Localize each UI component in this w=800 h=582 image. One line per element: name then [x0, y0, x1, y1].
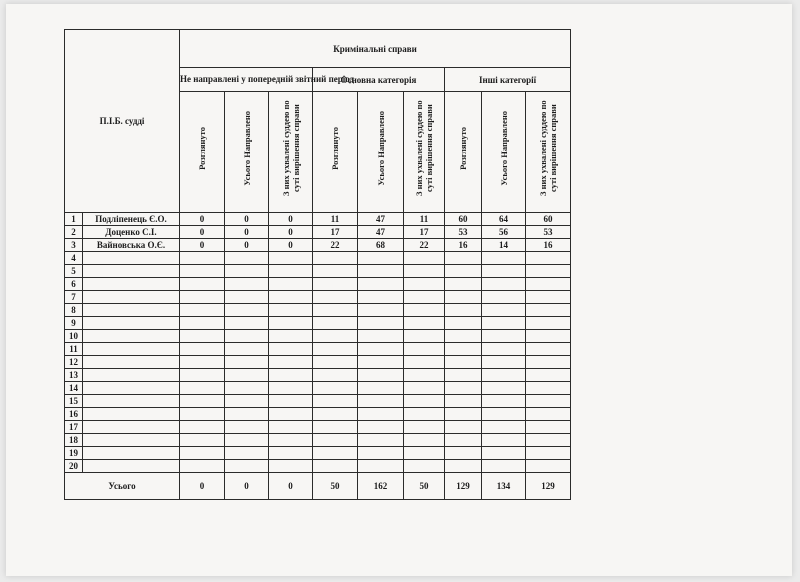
row-number: 3	[65, 239, 83, 252]
row-number: 16	[65, 408, 83, 421]
value-cell	[180, 421, 225, 434]
table-row	[65, 278, 571, 291]
value-cell: 68	[358, 239, 404, 252]
value-cell	[526, 265, 571, 278]
value-cell	[358, 460, 404, 473]
value-cell	[445, 343, 482, 356]
value-cell	[404, 395, 445, 408]
row-number: 2	[65, 226, 83, 239]
value-cell: 17	[404, 226, 445, 239]
value-cell	[404, 252, 445, 265]
group-header-criminal-cases: Кримінальні справи	[180, 30, 571, 68]
value-cell	[482, 304, 526, 317]
total-value-cell: 129	[445, 473, 482, 500]
value-cell	[404, 291, 445, 304]
value-cell	[225, 343, 269, 356]
value-cell	[180, 291, 225, 304]
value-cell	[269, 265, 313, 278]
scanned-sheet	[6, 4, 792, 576]
value-cell	[358, 382, 404, 395]
total-label: Усього	[65, 473, 180, 500]
value-cell	[180, 447, 225, 460]
row-number: 11	[65, 343, 83, 356]
total-value-cell: 0	[269, 473, 313, 500]
value-cell	[526, 382, 571, 395]
value-cell	[180, 278, 225, 291]
judge-name	[83, 265, 180, 278]
column-header-label: Усього Направлено	[241, 110, 252, 186]
value-cell	[358, 434, 404, 447]
judge-name	[83, 252, 180, 265]
value-cell	[358, 252, 404, 265]
judge-name	[83, 395, 180, 408]
value-cell	[225, 356, 269, 369]
value-cell: 16	[445, 239, 482, 252]
table-row	[65, 304, 571, 317]
column-header-label: З них ухвалені суддею по суті вирішення справи	[280, 100, 301, 196]
table-row	[65, 252, 571, 265]
row-number: 5	[65, 265, 83, 278]
judge-name	[83, 369, 180, 382]
row-number: 18	[65, 434, 83, 447]
table-row	[65, 356, 571, 369]
value-cell	[225, 460, 269, 473]
value-cell	[526, 343, 571, 356]
column-header	[445, 92, 482, 213]
total-value-cell: 0	[225, 473, 269, 500]
value-cell	[313, 356, 358, 369]
table-row	[65, 239, 571, 252]
table-row	[65, 213, 571, 226]
value-cell	[269, 447, 313, 460]
value-cell	[404, 408, 445, 421]
value-cell	[269, 252, 313, 265]
value-cell	[180, 343, 225, 356]
column-header	[180, 92, 225, 213]
table-row	[65, 460, 571, 473]
judge-name	[83, 343, 180, 356]
table-row	[65, 447, 571, 460]
table-row	[65, 421, 571, 434]
value-cell	[225, 265, 269, 278]
value-cell	[482, 356, 526, 369]
value-cell	[313, 291, 358, 304]
value-cell	[526, 330, 571, 343]
value-cell	[526, 278, 571, 291]
value-cell: 22	[404, 239, 445, 252]
judge-name: Подліпенець Є.О.	[83, 213, 180, 226]
value-cell: 47	[358, 213, 404, 226]
value-cell	[526, 252, 571, 265]
value-cell: 0	[269, 226, 313, 239]
value-cell	[358, 330, 404, 343]
value-cell	[269, 434, 313, 447]
value-cell	[445, 291, 482, 304]
value-cell	[482, 447, 526, 460]
value-cell	[445, 265, 482, 278]
value-cell: 22	[313, 239, 358, 252]
value-cell	[404, 304, 445, 317]
total-value-cell: 50	[313, 473, 358, 500]
total-row	[65, 473, 571, 500]
value-cell	[358, 395, 404, 408]
value-cell	[269, 291, 313, 304]
value-cell: 0	[225, 239, 269, 252]
value-cell	[180, 460, 225, 473]
judges-statistics-table	[64, 29, 571, 500]
column-header-label: Усього Направлено	[498, 110, 509, 186]
value-cell: 56	[482, 226, 526, 239]
value-cell	[313, 265, 358, 278]
table-row	[65, 265, 571, 278]
value-cell	[269, 408, 313, 421]
total-value-cell: 134	[482, 473, 526, 500]
row-number: 20	[65, 460, 83, 473]
table-row	[65, 226, 571, 239]
value-cell	[526, 317, 571, 330]
value-cell	[269, 343, 313, 356]
judge-name	[83, 382, 180, 395]
value-cell: 0	[225, 226, 269, 239]
value-cell	[404, 369, 445, 382]
value-cell	[225, 408, 269, 421]
value-cell: 60	[526, 213, 571, 226]
value-cell	[225, 369, 269, 382]
value-cell	[526, 304, 571, 317]
value-cell	[404, 317, 445, 330]
value-cell	[313, 421, 358, 434]
table-row	[65, 434, 571, 447]
judge-name	[83, 460, 180, 473]
table-row	[65, 408, 571, 421]
value-cell	[180, 356, 225, 369]
subgroup-header-main-category: Основна категорія	[313, 68, 445, 92]
value-cell	[358, 265, 404, 278]
row-number: 15	[65, 395, 83, 408]
value-cell	[358, 356, 404, 369]
row-number: 19	[65, 447, 83, 460]
value-cell	[445, 317, 482, 330]
column-header	[313, 92, 358, 213]
value-cell: 53	[526, 226, 571, 239]
value-cell	[404, 434, 445, 447]
value-cell	[269, 317, 313, 330]
value-cell	[445, 369, 482, 382]
value-cell: 53	[445, 226, 482, 239]
column-header-label: З них ухвалені суддею по суті вирішення справи	[414, 100, 434, 196]
value-cell	[225, 447, 269, 460]
value-cell	[445, 330, 482, 343]
value-cell	[445, 252, 482, 265]
value-cell	[269, 421, 313, 434]
value-cell: 0	[225, 213, 269, 226]
judge-name: Доценко С.І.	[83, 226, 180, 239]
value-cell: 14	[482, 239, 526, 252]
value-cell	[358, 304, 404, 317]
value-cell: 60	[445, 213, 482, 226]
value-cell	[358, 291, 404, 304]
value-cell: 11	[404, 213, 445, 226]
value-cell	[445, 382, 482, 395]
value-cell: 0	[269, 239, 313, 252]
value-cell	[404, 382, 445, 395]
value-cell	[526, 291, 571, 304]
value-cell	[313, 278, 358, 291]
value-cell: 17	[313, 226, 358, 239]
judge-name	[83, 408, 180, 421]
value-cell	[313, 395, 358, 408]
value-cell	[482, 330, 526, 343]
value-cell	[482, 395, 526, 408]
value-cell	[225, 278, 269, 291]
value-cell	[482, 252, 526, 265]
value-cell	[482, 291, 526, 304]
value-cell	[313, 304, 358, 317]
value-cell	[180, 369, 225, 382]
subgroup-header-other-categories: Інші категорії	[445, 68, 571, 92]
row-number: 7	[65, 291, 83, 304]
judge-name	[83, 421, 180, 434]
value-cell	[180, 434, 225, 447]
total-value-cell: 50	[404, 473, 445, 500]
row-number: 4	[65, 252, 83, 265]
value-cell	[482, 369, 526, 382]
table-row	[65, 330, 571, 343]
value-cell	[225, 382, 269, 395]
value-cell	[225, 252, 269, 265]
column-header-label: З них ухвалені суддею по суті вирішення справи	[538, 100, 559, 196]
value-cell	[445, 356, 482, 369]
value-cell	[526, 408, 571, 421]
row-number: 9	[65, 317, 83, 330]
value-cell	[404, 421, 445, 434]
value-cell	[313, 460, 358, 473]
judge-name	[83, 317, 180, 330]
value-cell	[404, 343, 445, 356]
value-cell	[225, 304, 269, 317]
value-cell	[269, 278, 313, 291]
value-cell	[225, 421, 269, 434]
judge-name: Вайновська О.Є.	[83, 239, 180, 252]
value-cell	[445, 408, 482, 421]
value-cell	[482, 408, 526, 421]
value-cell	[313, 343, 358, 356]
value-cell	[269, 330, 313, 343]
value-cell	[404, 356, 445, 369]
column-header	[404, 92, 445, 213]
row-number: 8	[65, 304, 83, 317]
column-header-label: Усього Направлено	[375, 110, 386, 186]
name-header: П.І.Б. судді	[65, 30, 180, 213]
value-cell	[269, 356, 313, 369]
value-cell	[358, 369, 404, 382]
column-header	[269, 92, 313, 213]
value-cell	[269, 395, 313, 408]
value-cell	[313, 369, 358, 382]
value-cell	[358, 278, 404, 291]
value-cell	[445, 421, 482, 434]
value-cell: 11	[313, 213, 358, 226]
value-cell	[313, 434, 358, 447]
value-cell	[313, 252, 358, 265]
value-cell	[482, 382, 526, 395]
judge-name	[83, 330, 180, 343]
value-cell	[180, 252, 225, 265]
value-cell	[225, 330, 269, 343]
table-row	[65, 382, 571, 395]
value-cell	[482, 343, 526, 356]
judge-name	[83, 304, 180, 317]
value-cell	[445, 278, 482, 291]
value-cell: 0	[180, 213, 225, 226]
row-number: 10	[65, 330, 83, 343]
value-cell: 0	[269, 213, 313, 226]
column-header	[526, 92, 571, 213]
judge-name	[83, 356, 180, 369]
value-cell	[225, 291, 269, 304]
value-cell	[180, 304, 225, 317]
value-cell	[526, 369, 571, 382]
total-value-cell: 129	[526, 473, 571, 500]
value-cell	[313, 317, 358, 330]
value-cell	[404, 447, 445, 460]
judge-name	[83, 291, 180, 304]
value-cell	[445, 434, 482, 447]
value-cell	[180, 395, 225, 408]
value-cell	[269, 369, 313, 382]
value-cell	[482, 317, 526, 330]
column-header	[358, 92, 404, 213]
table-row	[65, 343, 571, 356]
row-number: 17	[65, 421, 83, 434]
table-row	[65, 317, 571, 330]
row-number: 14	[65, 382, 83, 395]
value-cell: 0	[180, 239, 225, 252]
value-cell	[526, 460, 571, 473]
value-cell	[404, 265, 445, 278]
judge-name	[83, 278, 180, 291]
value-cell	[358, 317, 404, 330]
total-value-cell: 162	[358, 473, 404, 500]
value-cell	[445, 304, 482, 317]
subgroup-header-not-sent: Не направлені у попередній звітний період	[180, 68, 313, 92]
value-cell	[404, 330, 445, 343]
value-cell	[358, 447, 404, 460]
value-cell	[225, 434, 269, 447]
column-header	[482, 92, 526, 213]
value-cell	[404, 460, 445, 473]
value-cell	[358, 343, 404, 356]
row-number: 6	[65, 278, 83, 291]
value-cell	[358, 421, 404, 434]
value-cell	[313, 382, 358, 395]
table-row	[65, 395, 571, 408]
value-cell: 47	[358, 226, 404, 239]
value-cell	[526, 356, 571, 369]
value-cell	[482, 265, 526, 278]
table-row	[65, 291, 571, 304]
value-cell	[180, 317, 225, 330]
value-cell	[313, 408, 358, 421]
column-header	[225, 92, 269, 213]
value-cell	[482, 460, 526, 473]
value-cell: 0	[180, 226, 225, 239]
value-cell	[526, 447, 571, 460]
value-cell	[445, 447, 482, 460]
value-cell	[313, 447, 358, 460]
table-row	[65, 369, 571, 382]
value-cell	[445, 460, 482, 473]
row-number: 1	[65, 213, 83, 226]
value-cell: 16	[526, 239, 571, 252]
column-header-label: Розглянуто	[330, 126, 340, 170]
value-cell	[526, 434, 571, 447]
value-cell	[225, 317, 269, 330]
total-value-cell: 0	[180, 473, 225, 500]
judge-name	[83, 434, 180, 447]
value-cell	[526, 395, 571, 408]
judge-name	[83, 447, 180, 460]
value-cell	[482, 278, 526, 291]
value-cell	[445, 395, 482, 408]
value-cell	[269, 304, 313, 317]
value-cell	[404, 278, 445, 291]
row-number: 13	[65, 369, 83, 382]
column-header-label: Розглянуто	[197, 126, 207, 170]
row-number: 12	[65, 356, 83, 369]
value-cell	[482, 434, 526, 447]
value-cell: 64	[482, 213, 526, 226]
value-cell	[180, 382, 225, 395]
value-cell	[526, 421, 571, 434]
value-cell	[482, 421, 526, 434]
value-cell	[358, 408, 404, 421]
value-cell	[180, 265, 225, 278]
value-cell	[269, 460, 313, 473]
value-cell	[225, 395, 269, 408]
value-cell	[313, 330, 358, 343]
value-cell	[180, 408, 225, 421]
value-cell	[180, 330, 225, 343]
value-cell	[269, 382, 313, 395]
column-header-label: Розглянуто	[458, 126, 468, 170]
